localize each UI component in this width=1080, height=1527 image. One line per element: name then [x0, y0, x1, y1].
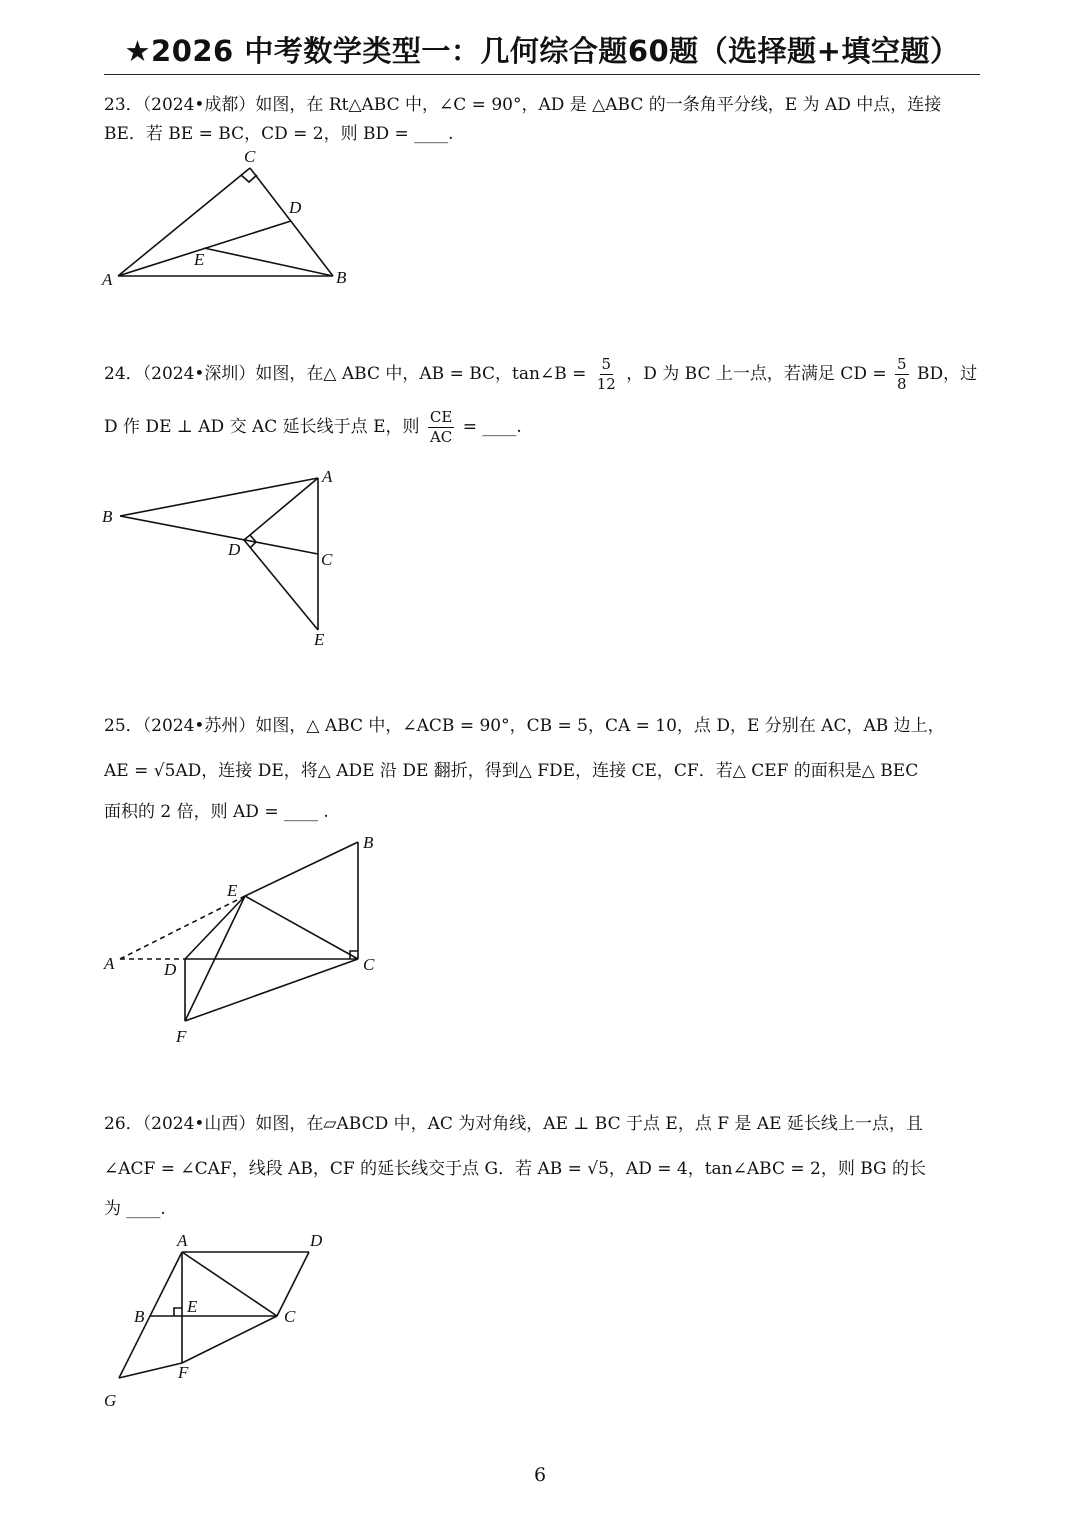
figure-25: [100, 830, 390, 1050]
segment-eb: [204, 248, 333, 276]
label-b: B: [102, 507, 113, 526]
fraction-5-8: $\frac{5}{8}$: [897, 355, 907, 393]
label-d: D: [228, 540, 241, 559]
segment-ba: [120, 478, 318, 516]
label-g: G: [104, 1391, 117, 1410]
fraction-5-12: $\frac{5}{12}$: [596, 355, 616, 393]
problem-24-text-b: ，D 为 BC 上一点，若满足 CD =: [626, 364, 887, 384]
label-a: A: [104, 954, 115, 973]
label-f: F: [178, 1363, 189, 1382]
label-e: E: [187, 1297, 198, 1316]
problem-24-line-1: [104, 355, 977, 394]
problem-23-line-1: 23．（2024•成都）如图，在 Rt△ABC 中，∠C = 90°，AD 是 △ABC 的一条角平分线，E 为 AD 中点，连接: [104, 95, 942, 115]
label-c: C: [244, 147, 256, 166]
problem-24-text-c: BD，过: [916, 364, 978, 384]
segment-ed: [185, 896, 245, 959]
segment-da: [244, 478, 318, 540]
label-f: F: [176, 1027, 187, 1046]
label-a: A: [322, 467, 333, 486]
problem-25-line-3: 面积的 2 倍，则 AD = ____ .: [104, 802, 329, 822]
problem-24-text-d: D 作 DE ⊥ AD 交 AC 延长线于点 E，则: [104, 417, 420, 437]
label-b: B: [363, 833, 374, 852]
problem-26-line-1: 26．（2024•山西）如图，在▱ABCD 中，AC 为对角线，AE ⊥ BC 于点 E，点 F 是 AE 延长线上一点，且: [104, 1114, 923, 1134]
label-d: D: [310, 1231, 323, 1250]
label-d: D: [164, 960, 177, 979]
segment-ag: [119, 1252, 182, 1378]
figure-23: [100, 145, 360, 295]
page-number: 6: [533, 1464, 547, 1486]
segment-bc: [120, 516, 318, 554]
segment-ac: [118, 168, 250, 276]
label-b: B: [134, 1307, 145, 1326]
figure-26: [100, 1228, 340, 1418]
label-b: B: [336, 268, 347, 287]
segment-cb: [250, 168, 333, 276]
label-a: A: [102, 270, 113, 289]
problem-23-line-2: BE．若 BE = BC，CD = 2，则 BD = ____.: [104, 124, 454, 144]
label-e: E: [227, 881, 238, 900]
label-c: C: [321, 550, 333, 569]
problem-24-text-e: = ____.: [462, 417, 522, 437]
fraction-ce-ac: $\frac{CE}{AC}$: [429, 408, 453, 446]
label-d: D: [289, 198, 302, 217]
label-e: E: [194, 250, 205, 269]
problem-25-line-2: AE = √5AD，连接 DE，将△ ADE 沿 DE 翻折，得到△ FDE，连接 CE，CF．若△ CEF 的面积是△ BEC: [104, 761, 919, 781]
segment-ae-dashed: [120, 896, 245, 959]
problem-26-line-2: ∠ACF = ∠CAF，线段 AB，CF 的延长线交于点 G．若 AB = √5，AD = 4，tan∠ABC = 2，则 BG 的长: [104, 1159, 927, 1179]
label-c: C: [284, 1307, 296, 1326]
figure-24: [100, 462, 360, 654]
segment-de: [244, 540, 318, 630]
segment-ec: [245, 896, 358, 959]
label-a: A: [177, 1231, 188, 1250]
problem-24-text-a: 24．（2024•深圳）如图，在△ ABC 中，AB = BC，tan∠B =: [104, 364, 587, 384]
segment-gf: [119, 1363, 182, 1378]
label-e: E: [314, 630, 325, 649]
problem-26-line-3: 为 ____.: [104, 1199, 166, 1219]
problem-24-line-2: [104, 407, 522, 447]
right-angle-mark: [241, 175, 257, 182]
label-c: C: [363, 955, 375, 974]
problem-25-line-1: 25．（2024•苏州）如图，△ ABC 中，∠ACB = 90°，CB = 5，CA = 10，点 D，E 分别在 AC，AB 边上，: [104, 716, 945, 736]
segment-fc: [182, 1316, 277, 1363]
segment-eb: [245, 842, 358, 896]
right-angle-mark: [174, 1308, 182, 1316]
page-title: ★2026 中考数学类型一：几何综合题60题（选择题+填空题）: [104, 28, 980, 75]
